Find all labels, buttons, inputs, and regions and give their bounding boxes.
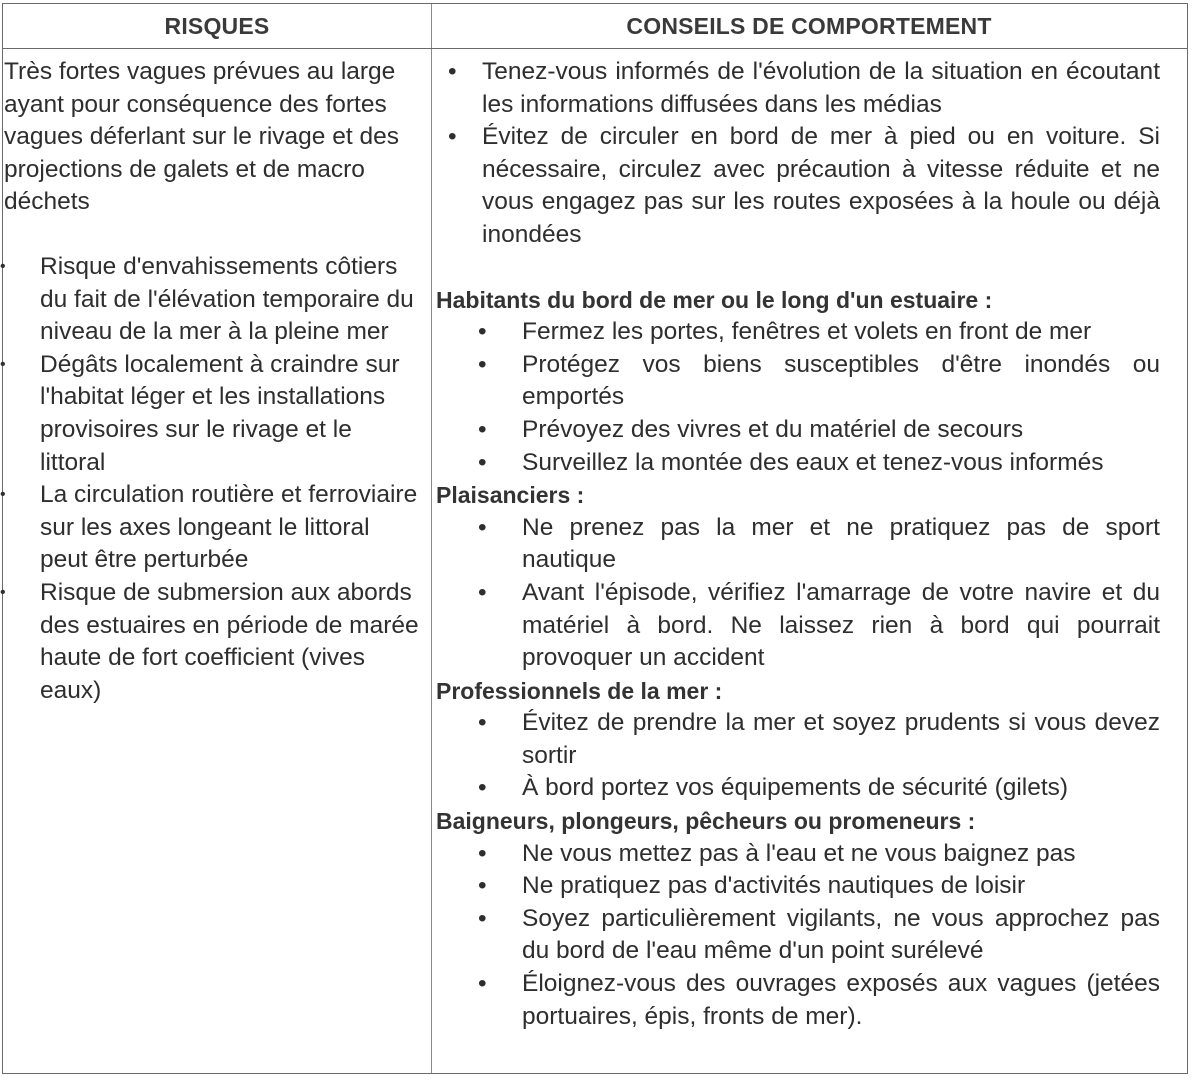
bullet-icon: • [478,709,487,737]
bullet-icon: • [478,970,487,998]
bullet-icon: • [478,448,487,476]
bullet-icon: • [478,350,487,378]
conseil-item: • Prévoyez des vivres et du matériel de secours [436,414,1160,447]
risque-item: • Risque d'envahissements côtiers du fait de l'élévation temporaire du niveau de la mer à la pleine mer [0,252,414,346]
conseil-item: • Ne prenez pas la mer et ne pratiquez pas de sport nautique [478,513,1160,574]
conseil-item: • Protégez vos biens susceptibles d'être inondés ou emportés [478,350,1160,411]
conseil-item: • Ne pratiquez pas d'activités nautiques de loisir [436,870,1160,903]
header-conseils: CONSEILS DE COMPORTEMENT [626,12,992,39]
conseils-column [436,56,1160,1033]
column-divider [431,4,432,1073]
risques-intro: Très fortes vagues prévues au large ayant pour conséquence des fortes vagues déferlant sur le rivage et des projections de galets et de macro déchets [4,58,399,216]
conseil-item: • Éloignez-vous des ouvrages exposés aux vagues (jetées portuaires, épis, fronts de mer). [478,970,1160,1030]
conseil-item: • Soyez particulièrement vigilants, ne vous approchez pas du bord de l'eau même d'un point surélevé [478,904,1160,965]
bullet-icon: • [0,257,6,275]
conseil-item: • Surveillez la montée des eaux et tenez-vous informés [436,447,1160,480]
risque-item: • Risque de submersion aux abords des estuaires en période de marée haute de fort coefficient (vives eaux) [0,578,419,704]
section-title-professionnels: Professionnels de la mer : [436,677,723,704]
section-title-habitants: Habitants du bord de mer ou le long d'un estuaire : [436,286,993,313]
section-title-baigneurs: Baigneurs, plongeurs, pêcheurs ou promeneurs : [436,808,976,835]
risque-item: • Dégâts localement à craindre sur l'habitat léger et les installations provisoires sur le rivage et le littoral [0,350,400,476]
conseil-item: • Fermez les portes, fenêtres et volets en front de mer [436,316,1160,349]
conseil-item: • Évitez de circuler en bord de mer à pied ou en voiture. Si nécessaire, circulez avec précaution à vitesse réduite et ne vous engagez pas sur les routes exposées à la houle ou déjà inondées [448,123,1160,248]
risque-item: • La circulation routière et ferroviaire sur les axes longeant le littoral peut être perturbée [0,481,418,574]
header-risques: RISQUES [164,12,270,39]
conseil-item: • Avant l'épisode, vérifiez l'amarrage de votre navire et du matériel à bord. Ne laissez rien à bord qui pourrait provoquer un accident [478,578,1160,672]
risques-column [0,56,420,707]
bullet-icon: • [478,872,487,900]
bullet-icon: • [478,904,487,932]
bullet-icon: • [478,318,487,346]
bullet-icon: • [478,415,487,443]
bullet-icon: • [448,58,457,85]
bullet-icon: • [0,355,6,373]
bullet-icon: • [478,774,487,802]
bullet-icon: • [478,839,487,867]
header-divider [3,48,1187,49]
bullet-icon: • [0,583,6,601]
section-title-plaisanciers: Plaisanciers : [436,482,585,509]
conseil-item: • Tenez-vous informés de l'évolution de la situation en écoutant les informations diffusées dans les médias [448,58,1160,118]
bullet-icon: • [448,123,457,151]
bullet-icon: • [478,578,487,606]
conseil-item: • Évitez de prendre la mer et soyez prudents si vous devez sortir [478,709,1160,769]
bullet-icon: • [478,513,487,541]
conseil-item: • À bord portez vos équipements de sécurité (gilets) [436,772,1160,805]
conseil-item: • Ne vous mettez pas à l'eau et ne vous baignez pas [436,838,1160,871]
bullet-icon: • [0,486,6,504]
